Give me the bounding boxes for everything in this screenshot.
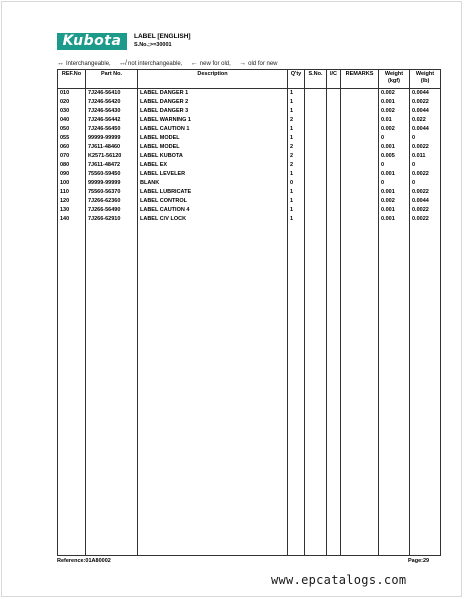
cell-part-no: 7J266-56490 — [86, 206, 138, 215]
legend-old-for-new: old for new — [248, 61, 278, 67]
cell-qty: 1 — [288, 125, 305, 134]
col-header-sno: S.No. — [305, 70, 327, 89]
cell-description: LABEL WARNING 1 — [138, 116, 288, 125]
cell-weight-kgf: 0.001 — [379, 170, 410, 179]
cell-ic — [327, 152, 341, 161]
cell-weight-lb: 0.0044 — [410, 197, 441, 206]
cell-serial-no — [305, 179, 327, 188]
cell-weight-kgf: 0.005 — [379, 152, 410, 161]
cell-ref-no: 060 — [58, 143, 86, 152]
cell-serial-no — [305, 197, 327, 206]
cell-description: LABEL KUBOTA — [138, 152, 288, 161]
cell-ic — [327, 116, 341, 125]
col-header-remarks: REMARKS — [341, 70, 379, 89]
cell-remarks — [341, 215, 379, 224]
cell-ic — [327, 143, 341, 152]
cell-qty: 2 — [288, 143, 305, 152]
cell-ref-no: 030 — [58, 107, 86, 116]
col-header-qty: Q'ty — [288, 70, 305, 89]
cell-description: LABEL DANGER 2 — [138, 98, 288, 107]
cell-remarks — [341, 188, 379, 197]
cell-weight-kgf: 0.001 — [379, 143, 410, 152]
cell-description: LABEL MODEL — [138, 134, 288, 143]
cell-weight-kgf: 0.001 — [379, 206, 410, 215]
cell-weight-kgf: 0.002 — [379, 89, 410, 99]
cell-weight-kgf: 0.002 — [379, 125, 410, 134]
cell-part-no: 99999-99999 — [86, 134, 138, 143]
cell-weight-kgf: 0 — [379, 134, 410, 143]
col-header-ic: I/C — [327, 70, 341, 89]
arrow-not-icon: ↮ — [119, 60, 127, 67]
watermark: www.epcatalogs.com — [271, 573, 407, 587]
cell-ic — [327, 89, 341, 99]
cell-weight-lb: 0.0044 — [410, 89, 441, 99]
cell-part-no: 7J246-56420 — [86, 98, 138, 107]
cell-weight-lb: 0 — [410, 134, 441, 143]
cell-serial-no — [305, 215, 327, 224]
table-row — [58, 89, 441, 99]
cell-weight-lb: 0.0022 — [410, 170, 441, 179]
cell-remarks — [341, 170, 379, 179]
cell-qty: 2 — [288, 161, 305, 170]
cell-description: LABEL LUBRICATE — [138, 188, 288, 197]
legend-not-interchangeable: not interchangeable, — [128, 61, 183, 67]
cell-part-no: 99999-99999 — [86, 179, 138, 188]
cell-ic — [327, 179, 341, 188]
legend-new-for-old: new for old, — [199, 61, 231, 67]
cell-weight-lb: 0.0044 — [410, 107, 441, 116]
empty-cell — [327, 224, 341, 556]
table-row — [58, 116, 441, 125]
table-row — [58, 170, 441, 179]
empty-cell — [341, 224, 379, 556]
cell-weight-lb: 0.0022 — [410, 188, 441, 197]
cell-part-no: 7J611-48460 — [86, 143, 138, 152]
table-row — [58, 134, 441, 143]
col-header-weight-kgf: Weight (kgf) — [379, 70, 410, 89]
cell-serial-no — [305, 170, 327, 179]
cell-part-no: 7J611-48472 — [86, 161, 138, 170]
cell-weight-kgf: 0.002 — [379, 107, 410, 116]
empty-cell — [138, 224, 288, 556]
footer-page-number: Page:29 — [408, 558, 430, 564]
cell-ic — [327, 206, 341, 215]
cell-ic — [327, 188, 341, 197]
cell-weight-lb: 0.0022 — [410, 98, 441, 107]
cell-part-no: 7J246-56442 — [86, 116, 138, 125]
cell-description: LABEL CAUTION 4 — [138, 206, 288, 215]
cell-ref-no: 130 — [58, 206, 86, 215]
cell-weight-kgf: 0.01 — [379, 116, 410, 125]
cell-qty: 1 — [288, 188, 305, 197]
cell-serial-no — [305, 116, 327, 125]
cell-part-no: 7J246-56450 — [86, 125, 138, 134]
cell-serial-no — [305, 161, 327, 170]
cell-remarks — [341, 161, 379, 170]
cell-weight-kgf: 0 — [379, 161, 410, 170]
col-header-ref: REF.No — [58, 70, 86, 89]
cell-qty: 1 — [288, 134, 305, 143]
cell-remarks — [341, 107, 379, 116]
cell-ref-no: 100 — [58, 179, 86, 188]
cell-part-no: 75560-59450 — [86, 170, 138, 179]
cell-description: LABEL EX — [138, 161, 288, 170]
cell-remarks — [341, 89, 379, 99]
cell-remarks — [341, 143, 379, 152]
cell-description: LABEL MODEL — [138, 143, 288, 152]
cell-ic — [327, 161, 341, 170]
cell-remarks — [341, 116, 379, 125]
table-row — [58, 206, 441, 215]
cell-weight-lb: 0 — [410, 179, 441, 188]
cell-ref-no: 090 — [58, 170, 86, 179]
table-row — [58, 143, 441, 152]
table-row — [58, 215, 441, 224]
cell-part-no: 7J266-62360 — [86, 197, 138, 206]
cell-remarks — [341, 179, 379, 188]
table-row — [58, 188, 441, 197]
cell-weight-kgf: 0.001 — [379, 188, 410, 197]
table-filler-row — [58, 224, 441, 556]
cell-ic — [327, 98, 341, 107]
table-row — [58, 125, 441, 134]
serial-range: S.No.;>=30001 — [134, 42, 172, 48]
cell-part-no: 75560-56370 — [86, 188, 138, 197]
cell-ic — [327, 215, 341, 224]
cell-remarks — [341, 152, 379, 161]
cell-serial-no — [305, 134, 327, 143]
empty-cell — [288, 224, 305, 556]
cell-part-no: 7J246-56430 — [86, 107, 138, 116]
cell-ic — [327, 107, 341, 116]
cell-weight-lb: 0.0022 — [410, 143, 441, 152]
parts-table — [57, 69, 441, 556]
cell-part-no: 7J246-56410 — [86, 89, 138, 99]
cell-description: LABEL CAUTION 1 — [138, 125, 288, 134]
arrow-right-icon: → — [239, 60, 247, 67]
cell-ref-no: 110 — [58, 188, 86, 197]
page-title: LABEL [ENGLISH] — [134, 33, 191, 40]
cell-ic — [327, 197, 341, 206]
cell-weight-kgf: 0 — [379, 179, 410, 188]
cell-weight-lb: 0.0022 — [410, 206, 441, 215]
cell-description: BLANK — [138, 179, 288, 188]
cell-serial-no — [305, 98, 327, 107]
cell-qty: 1 — [288, 107, 305, 116]
table-header-row — [58, 70, 441, 89]
col-header-description: Description — [138, 70, 288, 89]
col-header-weight-lb: Weight (lb) — [410, 70, 441, 89]
cell-part-no: K2571-56120 — [86, 152, 138, 161]
cell-weight-lb: 0.022 — [410, 116, 441, 125]
cell-serial-no — [305, 89, 327, 99]
cell-remarks — [341, 125, 379, 134]
cell-ref-no: 050 — [58, 125, 86, 134]
footer-reference: Reference:01A80002 — [57, 558, 111, 564]
parts-table-body — [58, 89, 441, 556]
cell-weight-lb: 0 — [410, 161, 441, 170]
cell-qty: 2 — [288, 116, 305, 125]
empty-cell — [86, 224, 138, 556]
cell-qty: 1 — [288, 170, 305, 179]
cell-ref-no: 120 — [58, 197, 86, 206]
cell-serial-no — [305, 152, 327, 161]
cell-description: LABEL LEVELER — [138, 170, 288, 179]
cell-description: LABEL CONTROL — [138, 197, 288, 206]
cell-part-no: 7J266-62910 — [86, 215, 138, 224]
empty-cell — [305, 224, 327, 556]
cell-ref-no: 080 — [58, 161, 86, 170]
cell-description: LABEL DANGER 3 — [138, 107, 288, 116]
arrow-both-icon: ↔ — [57, 60, 64, 67]
cell-ref-no: 140 — [58, 215, 86, 224]
cell-ic — [327, 170, 341, 179]
table-row — [58, 161, 441, 170]
cell-ref-no: 020 — [58, 98, 86, 107]
cell-remarks — [341, 98, 379, 107]
table-row — [58, 152, 441, 161]
cell-qty: 1 — [288, 98, 305, 107]
cell-weight-kgf: 0.001 — [379, 98, 410, 107]
cell-ref-no: 040 — [58, 116, 86, 125]
cell-weight-lb: 0.0022 — [410, 215, 441, 224]
cell-qty: 1 — [288, 206, 305, 215]
cell-remarks — [341, 206, 379, 215]
empty-cell — [379, 224, 410, 556]
empty-cell — [58, 224, 86, 556]
cell-ref-no: 070 — [58, 152, 86, 161]
cell-ref-no: 055 — [58, 134, 86, 143]
arrow-left-icon: ← — [190, 60, 198, 67]
cell-serial-no — [305, 107, 327, 116]
cell-qty: 2 — [288, 152, 305, 161]
cell-ic — [327, 134, 341, 143]
cell-remarks — [341, 197, 379, 206]
cell-serial-no — [305, 188, 327, 197]
cell-description: LABEL C/V LOCK — [138, 215, 288, 224]
cell-qty: 1 — [288, 89, 305, 99]
cell-serial-no — [305, 206, 327, 215]
cell-weight-lb: 0.0044 — [410, 125, 441, 134]
cell-weight-kgf: 0.001 — [379, 215, 410, 224]
table-row — [58, 107, 441, 116]
cell-qty: 1 — [288, 197, 305, 206]
table-row — [58, 98, 441, 107]
cell-serial-no — [305, 125, 327, 134]
cell-remarks — [341, 134, 379, 143]
cell-qty: 1 — [288, 215, 305, 224]
cell-serial-no — [305, 143, 327, 152]
table-row — [58, 179, 441, 188]
cell-weight-kgf: 0.002 — [379, 197, 410, 206]
empty-cell — [410, 224, 441, 556]
legend — [57, 60, 278, 67]
cell-ic — [327, 125, 341, 134]
cell-weight-lb: 0.011 — [410, 152, 441, 161]
col-header-part: Part No. — [86, 70, 138, 89]
cell-description: LABEL DANGER 1 — [138, 89, 288, 99]
legend-interchangeable: Interchangeable, — [66, 61, 111, 67]
cell-qty: 0 — [288, 179, 305, 188]
table-row — [58, 197, 441, 206]
cell-ref-no: 010 — [58, 89, 86, 99]
kubota-logo: Kubota — [57, 33, 127, 50]
